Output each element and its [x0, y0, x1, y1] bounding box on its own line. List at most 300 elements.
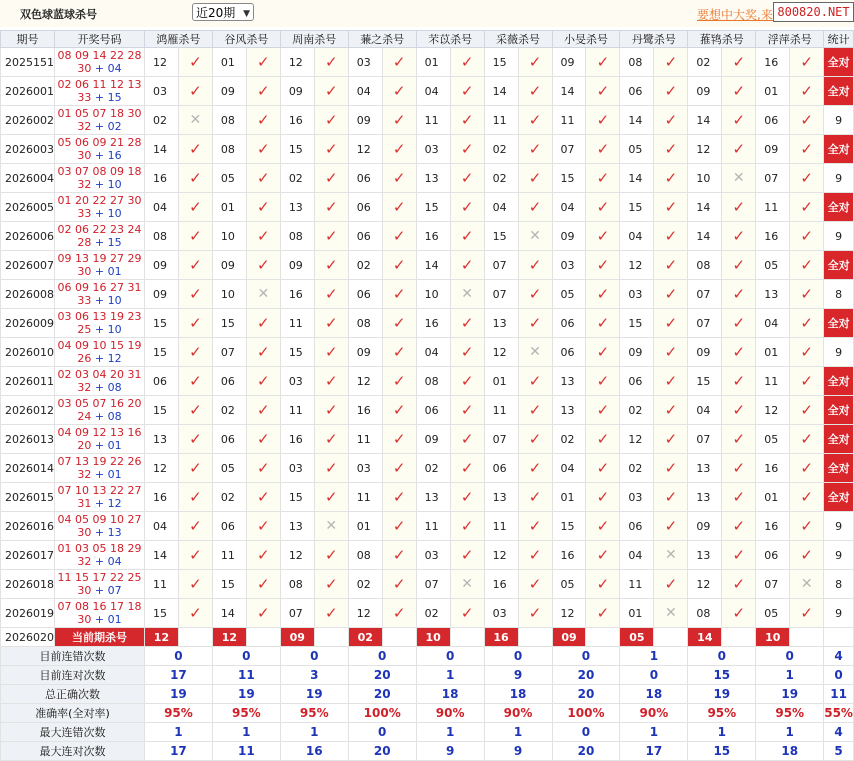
- check-icon: ✓: [189, 140, 202, 158]
- result-cell: [314, 483, 348, 512]
- result-cell: [586, 193, 620, 222]
- kill-pick: 03: [620, 483, 654, 512]
- draw-numbers: [55, 512, 145, 541]
- kill-pick: 12: [280, 541, 314, 570]
- result-cell: [382, 164, 416, 193]
- col-expert-8: 丹鹭杀号: [620, 31, 688, 48]
- result-cell: [790, 512, 824, 541]
- check-icon: ✓: [596, 517, 610, 535]
- result-cell: [178, 454, 212, 483]
- summary-value: 17: [620, 742, 688, 761]
- result-cell: [790, 77, 824, 106]
- result-cell: [246, 193, 280, 222]
- result-cell: [586, 77, 620, 106]
- check-icon: ✓: [596, 198, 610, 216]
- issue-number: 2026002: [1, 106, 55, 135]
- red-balls-line1: 07 08 16 17 18: [57, 600, 142, 613]
- kill-pick: 11: [348, 425, 382, 454]
- blue-ball: 12: [107, 497, 122, 510]
- result-cell: [518, 367, 552, 396]
- result-cell: [382, 367, 416, 396]
- result-cell: [722, 77, 756, 106]
- check-icon: ✓: [596, 227, 610, 245]
- result-cell: [518, 48, 552, 77]
- kill-pick: 10: [212, 280, 246, 309]
- result-cell: [314, 599, 348, 628]
- result-cell: [790, 193, 824, 222]
- red-balls-line1: 04 09 10 15 19: [57, 339, 142, 352]
- result-cell: [314, 280, 348, 309]
- result-cell: [178, 280, 212, 309]
- kill-pick: 10: [416, 280, 450, 309]
- result-cell: [790, 280, 824, 309]
- kill-pick: 14: [620, 164, 654, 193]
- kill-pick: 15: [620, 193, 654, 222]
- kill-pick: 02: [484, 164, 518, 193]
- result-cell: [518, 193, 552, 222]
- summary-value: 15: [688, 666, 756, 685]
- kill-pick: 06: [348, 222, 382, 251]
- current-stat-cell: [824, 628, 854, 647]
- kill-pick: 12: [348, 135, 382, 164]
- check-icon: ✓: [596, 430, 610, 448]
- check-icon: ✓: [189, 488, 202, 506]
- check-icon: ✓: [189, 546, 202, 564]
- kill-pick: 02: [212, 396, 246, 425]
- draw-numbers: [55, 222, 145, 251]
- current-kill-pick: 09: [280, 628, 314, 647]
- summary-label: 目前连错次数: [1, 647, 145, 666]
- check-icon: ✓: [664, 111, 678, 129]
- row-stat: 8: [824, 570, 854, 599]
- check-icon: ✓: [324, 488, 338, 506]
- check-icon: ✓: [528, 140, 542, 158]
- summary-label: 准确率(全对率): [1, 704, 145, 723]
- check-icon: ✓: [460, 517, 474, 535]
- check-icon: ✓: [596, 53, 610, 71]
- issue-number: 2026013: [1, 425, 55, 454]
- check-icon: ✓: [257, 517, 270, 535]
- red-balls-line1: 05 06 09 21 28: [57, 136, 142, 149]
- summary-value: 100%: [552, 704, 620, 723]
- kill-pick: 16: [348, 396, 382, 425]
- blue-ball: 16: [107, 149, 122, 162]
- check-icon: ✓: [528, 169, 542, 187]
- kill-pick: 08: [280, 222, 314, 251]
- draw-numbers: [55, 48, 145, 77]
- check-icon: ✓: [596, 343, 610, 361]
- summary-stat: 55%: [824, 704, 854, 723]
- result-cell: [790, 396, 824, 425]
- kill-pick: 08: [212, 135, 246, 164]
- result-cell: [246, 309, 280, 338]
- kill-pick: 09: [552, 222, 586, 251]
- check-icon: ✓: [732, 285, 746, 303]
- promo-link[interactable]: 要想中大奖,来: [697, 8, 773, 22]
- check-icon: ✓: [800, 488, 813, 506]
- check-icon: ✓: [528, 198, 542, 216]
- row-stat: 全对: [824, 77, 854, 106]
- summary-value: 17: [144, 666, 212, 685]
- kill-pick: 16: [416, 222, 450, 251]
- table-row: [1, 48, 854, 77]
- kill-pick: 09: [348, 338, 382, 367]
- kill-pick: 07: [688, 280, 722, 309]
- issue-number: 2026006: [1, 222, 55, 251]
- current-empty-cell: [518, 628, 552, 647]
- draw-numbers: [55, 280, 145, 309]
- summary-value: 20: [348, 666, 416, 685]
- check-icon: ✓: [324, 343, 338, 361]
- kill-pick: 02: [144, 106, 178, 135]
- kill-pick: 07: [280, 599, 314, 628]
- red-balls-line2: 33: [77, 294, 92, 307]
- col-draw: 开奖号码: [55, 31, 145, 48]
- check-icon: ✓: [392, 169, 406, 187]
- result-cell: [654, 164, 688, 193]
- issue-number: 2026010: [1, 338, 55, 367]
- result-cell: [654, 570, 688, 599]
- kill-pick: 11: [144, 570, 178, 599]
- check-icon: ✓: [189, 256, 202, 274]
- result-cell: [654, 106, 688, 135]
- result-cell: [518, 454, 552, 483]
- red-balls-line2: 32: [77, 468, 92, 481]
- row-stat: 全对: [824, 48, 854, 77]
- check-icon: ✓: [528, 575, 542, 593]
- check-icon: ✓: [392, 430, 406, 448]
- result-cell: [518, 599, 552, 628]
- check-icon: ✓: [800, 604, 813, 622]
- result-cell: [178, 396, 212, 425]
- check-icon: ✓: [392, 285, 406, 303]
- check-icon: ✓: [528, 517, 542, 535]
- kill-pick: 04: [756, 309, 790, 338]
- kill-pick: 12: [688, 570, 722, 599]
- kill-pick: 05: [756, 425, 790, 454]
- check-icon: ✓: [664, 575, 678, 593]
- summary-value: 95%: [212, 704, 280, 723]
- check-icon: ✓: [732, 111, 746, 129]
- result-cell: [450, 541, 484, 570]
- kill-pick: 13: [552, 396, 586, 425]
- summary-value: 3: [280, 666, 348, 685]
- kill-pick: 08: [348, 541, 382, 570]
- kill-pick: 08: [212, 106, 246, 135]
- check-icon: ✓: [732, 53, 746, 71]
- result-cell: [382, 77, 416, 106]
- kill-pick: 10: [688, 164, 722, 193]
- summary-label: 目前连对次数: [1, 666, 145, 685]
- draw-numbers: [55, 77, 145, 106]
- kill-pick: 03: [484, 599, 518, 628]
- kill-pick: 15: [552, 512, 586, 541]
- current-kill-pick: 10: [756, 628, 790, 647]
- kill-pick: 11: [280, 396, 314, 425]
- kill-pick: 09: [144, 280, 178, 309]
- check-icon: ✓: [528, 546, 542, 564]
- kill-pick: 12: [620, 425, 654, 454]
- result-cell: [178, 135, 212, 164]
- red-balls-line1: 02 06 11 12 13: [57, 78, 142, 91]
- check-icon: ✓: [460, 314, 474, 332]
- row-stat: 全对: [824, 454, 854, 483]
- result-cell: [178, 367, 212, 396]
- result-cell: [790, 425, 824, 454]
- kill-pick: 11: [416, 106, 450, 135]
- result-cell: [722, 396, 756, 425]
- blue-ball: 01: [107, 439, 122, 452]
- kill-pick: 13: [484, 309, 518, 338]
- check-icon: ✓: [324, 53, 338, 71]
- result-cell: [518, 135, 552, 164]
- kill-pick: 15: [212, 309, 246, 338]
- result-cell: [382, 222, 416, 251]
- summary-value: 1: [620, 647, 688, 666]
- red-balls-line1: 01 20 22 27 30: [57, 194, 142, 207]
- check-icon: ✓: [732, 372, 746, 390]
- kill-pick: 14: [552, 77, 586, 106]
- check-icon: ✓: [257, 53, 270, 71]
- draw-numbers: [55, 454, 145, 483]
- kill-pick: 07: [484, 425, 518, 454]
- red-balls-line1: 03 05 07 16 20: [57, 397, 142, 410]
- row-stat: 全对: [824, 135, 854, 164]
- kill-pick: 03: [552, 251, 586, 280]
- check-icon: ✓: [528, 604, 542, 622]
- blue-ball: 01: [107, 265, 122, 278]
- kill-pick: 11: [484, 106, 518, 135]
- kill-pick: 11: [212, 541, 246, 570]
- check-icon: ✓: [460, 401, 474, 419]
- cross-icon: ✕: [529, 228, 541, 244]
- check-icon: ✓: [800, 256, 813, 274]
- kill-pick: 07: [756, 164, 790, 193]
- result-cell: [314, 454, 348, 483]
- red-balls-line1: 07 13 19 22 26: [57, 455, 142, 468]
- kill-pick: 06: [348, 193, 382, 222]
- check-icon: ✓: [596, 401, 610, 419]
- check-icon: ✓: [324, 546, 338, 564]
- result-cell: [450, 222, 484, 251]
- check-icon: ✓: [324, 169, 338, 187]
- check-icon: ✓: [664, 401, 678, 419]
- result-cell: [178, 164, 212, 193]
- summary-value: 11: [212, 666, 280, 685]
- check-icon: ✓: [324, 256, 338, 274]
- cross-icon: ✕: [461, 576, 473, 592]
- kill-pick: 03: [348, 48, 382, 77]
- result-cell: [246, 367, 280, 396]
- summary-value: 18: [756, 742, 824, 761]
- summary-value: 19: [212, 685, 280, 704]
- summary-value: 90%: [484, 704, 552, 723]
- summary-value: 16: [280, 742, 348, 761]
- row-stat: 全对: [824, 251, 854, 280]
- kill-pick: 09: [348, 106, 382, 135]
- check-icon: ✓: [392, 459, 406, 477]
- plus-sign: +: [91, 62, 108, 75]
- red-balls-line2: 30: [77, 526, 92, 539]
- period-select[interactable]: [192, 3, 254, 21]
- kill-pick: 09: [688, 512, 722, 541]
- result-cell: [246, 164, 280, 193]
- result-cell: [450, 425, 484, 454]
- kill-pick: 04: [416, 77, 450, 106]
- result-cell: [790, 338, 824, 367]
- result-cell: [790, 541, 824, 570]
- result-cell: [382, 106, 416, 135]
- issue-number: 2026004: [1, 164, 55, 193]
- red-balls-line2: 32: [77, 120, 92, 133]
- red-balls-line1: 09 13 19 27 29: [57, 252, 142, 265]
- cross-icon: ✕: [325, 518, 338, 534]
- summary-value: 0: [484, 647, 552, 666]
- kill-pick: 09: [756, 135, 790, 164]
- kill-pick: 05: [212, 454, 246, 483]
- red-balls-line2: 31: [77, 497, 92, 510]
- red-balls-line2: 30: [77, 62, 92, 75]
- blue-ball: 10: [107, 294, 122, 307]
- kill-pick: 15: [484, 48, 518, 77]
- summary-stat: 11: [824, 685, 854, 704]
- kill-pick: 13: [552, 367, 586, 396]
- kill-pick: 14: [484, 77, 518, 106]
- table-body: [1, 48, 854, 761]
- result-cell: [654, 483, 688, 512]
- result-cell: [586, 135, 620, 164]
- result-cell: [314, 77, 348, 106]
- plus-sign: +: [91, 410, 108, 423]
- kill-pick: 15: [280, 135, 314, 164]
- row-stat: 全对: [824, 193, 854, 222]
- current-issue-row: [1, 628, 854, 647]
- red-balls-line1: 11 15 17 22 25: [57, 571, 142, 584]
- kill-pick: 15: [144, 599, 178, 628]
- result-cell: [178, 599, 212, 628]
- kill-pick: 01: [416, 48, 450, 77]
- kill-pick: 04: [552, 193, 586, 222]
- check-icon: ✓: [257, 82, 270, 100]
- kill-pick: 13: [280, 193, 314, 222]
- plus-sign: +: [91, 555, 108, 568]
- check-icon: ✓: [732, 82, 746, 100]
- result-cell: [518, 77, 552, 106]
- table-row: [1, 77, 854, 106]
- summary-row: [1, 742, 854, 761]
- blue-ball: 13: [107, 526, 122, 539]
- result-cell: [722, 599, 756, 628]
- check-icon: ✓: [800, 459, 813, 477]
- issue-number: 2026016: [1, 512, 55, 541]
- check-icon: ✓: [257, 343, 270, 361]
- kill-pick: 09: [280, 77, 314, 106]
- result-cell: [178, 570, 212, 599]
- col-issue: 期号: [1, 31, 55, 48]
- table-row: [1, 512, 854, 541]
- summary-value: 9: [484, 742, 552, 761]
- result-cell: [382, 483, 416, 512]
- site-badge[interactable]: 800820.NET: [773, 2, 854, 22]
- kill-pick: 07: [688, 425, 722, 454]
- check-icon: ✓: [528, 111, 542, 129]
- result-cell: [790, 135, 824, 164]
- check-icon: ✓: [189, 53, 202, 71]
- red-balls-line1: 04 09 12 13 16: [57, 426, 142, 439]
- cross-icon: ✕: [529, 344, 541, 360]
- check-icon: ✓: [460, 198, 474, 216]
- row-stat: 9: [824, 222, 854, 251]
- summary-value: 95%: [280, 704, 348, 723]
- check-icon: ✓: [257, 314, 270, 332]
- summary-value: 95%: [688, 704, 756, 723]
- result-cell: [518, 106, 552, 135]
- kill-pick: 04: [416, 338, 450, 367]
- result-cell: [382, 541, 416, 570]
- check-icon: ✓: [392, 343, 406, 361]
- kill-pick: 12: [348, 367, 382, 396]
- check-icon: ✓: [732, 488, 746, 506]
- plus-sign: +: [91, 468, 108, 481]
- check-icon: ✓: [460, 372, 474, 390]
- result-cell: [246, 222, 280, 251]
- current-kill-pick: 09: [552, 628, 586, 647]
- result-cell: [586, 367, 620, 396]
- summary-row: [1, 666, 854, 685]
- check-icon: ✓: [392, 140, 406, 158]
- result-cell: [382, 454, 416, 483]
- result-cell: [518, 541, 552, 570]
- check-icon: ✓: [800, 343, 813, 361]
- result-cell: [382, 570, 416, 599]
- check-icon: ✓: [392, 198, 406, 216]
- kill-pick: 08: [348, 309, 382, 338]
- kill-pick: 03: [620, 280, 654, 309]
- row-stat: 全对: [824, 425, 854, 454]
- kill-pick: 09: [688, 77, 722, 106]
- draw-numbers: [55, 338, 145, 367]
- kill-pick: 07: [416, 570, 450, 599]
- draw-numbers: [55, 396, 145, 425]
- check-icon: ✓: [800, 401, 813, 419]
- kill-pick: 15: [144, 338, 178, 367]
- result-cell: [790, 309, 824, 338]
- current-empty-cell: [654, 628, 688, 647]
- issue-number: 2026009: [1, 309, 55, 338]
- kill-pick: 14: [688, 222, 722, 251]
- result-cell: [586, 338, 620, 367]
- red-balls-line1: 01 05 07 18 30: [57, 107, 142, 120]
- kill-pick: 14: [212, 599, 246, 628]
- kill-pick: 07: [484, 280, 518, 309]
- row-stat: 9: [824, 164, 854, 193]
- check-icon: ✓: [800, 517, 813, 535]
- check-icon: ✓: [732, 517, 746, 535]
- summary-value: 19: [756, 685, 824, 704]
- check-icon: ✓: [596, 111, 610, 129]
- check-icon: ✓: [732, 401, 746, 419]
- kill-pick: 12: [756, 396, 790, 425]
- summary-value: 18: [620, 685, 688, 704]
- summary-value: 20: [348, 685, 416, 704]
- result-cell: [450, 48, 484, 77]
- summary-row: [1, 704, 854, 723]
- result-cell: [314, 135, 348, 164]
- table-row: [1, 280, 854, 309]
- result-cell: [178, 77, 212, 106]
- kill-pick: 06: [552, 338, 586, 367]
- result-cell: [518, 512, 552, 541]
